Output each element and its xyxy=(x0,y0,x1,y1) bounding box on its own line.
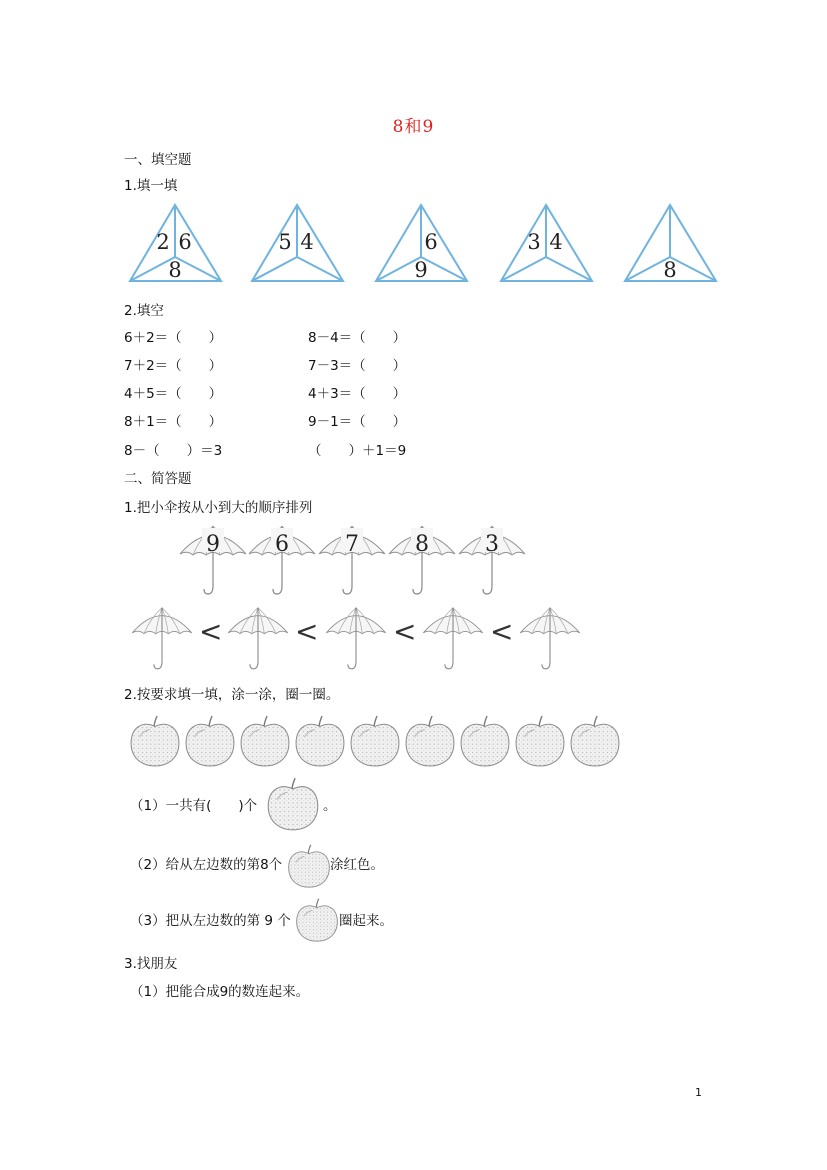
apple-icon[interactable] xyxy=(129,713,181,769)
triangle-right-number[interactable]: 6 xyxy=(424,230,438,254)
apple-icon[interactable] xyxy=(239,713,291,769)
apple-subquestion-1-end: 。 xyxy=(323,798,337,814)
blank-umbrella-icon[interactable] xyxy=(417,604,489,676)
find-friends-subquestion-1: （1）把能合成9的数连起来。 xyxy=(130,984,310,1000)
umbrella-number: 7 xyxy=(345,532,359,557)
apple-subquestion-1[interactable]: （1）一共有( )个 xyxy=(130,798,258,814)
question-find-friends-label: 3.找朋友 xyxy=(124,956,178,972)
equation-1b[interactable]: 8－4＝（ ） xyxy=(308,330,407,346)
number-triangle xyxy=(499,203,595,283)
number-triangle xyxy=(128,203,224,283)
equation-5b[interactable]: （ ）＋1＝9 xyxy=(308,443,407,459)
number-triangle xyxy=(623,203,719,283)
umbrella-number: 6 xyxy=(275,532,289,557)
apple-icon xyxy=(286,843,332,889)
equation-4b[interactable]: 9－1＝（ ） xyxy=(308,414,407,430)
equation-1a[interactable]: 6＋2＝（ ） xyxy=(124,330,223,346)
equation-3b[interactable]: 4＋3＝（ ） xyxy=(308,386,407,402)
equation-2b[interactable]: 7－3＝（ ） xyxy=(308,358,407,374)
apple-subquestion-2-end: 涂红色。 xyxy=(330,857,384,873)
umbrella-number: 8 xyxy=(415,532,429,557)
page-title: 8和9 xyxy=(392,117,435,137)
umbrella-icon xyxy=(457,522,527,602)
blank-umbrella-icon[interactable] xyxy=(126,604,198,676)
apple-subquestion-2: （2）给从左边数的第8个 xyxy=(130,857,283,873)
less-than-sign: < xyxy=(295,615,319,648)
apple-subquestion-3-end: 圈起来。 xyxy=(339,913,393,929)
less-than-sign: < xyxy=(393,615,417,648)
equation-5a[interactable]: 8－（ ）＝3 xyxy=(124,443,223,459)
number-triangle xyxy=(250,203,346,283)
umbrella-icon xyxy=(247,522,317,602)
less-than-sign: < xyxy=(199,615,223,648)
blank-umbrella-icon[interactable] xyxy=(222,604,294,676)
triangle-bottom-number[interactable]: 8 xyxy=(663,258,677,282)
apple-icon[interactable] xyxy=(404,713,456,769)
number-triangle xyxy=(374,203,470,283)
section-heading-short-answer: 二、简答题 xyxy=(124,471,192,487)
triangle-right-number[interactable]: 4 xyxy=(549,230,563,254)
apple-icon[interactable] xyxy=(514,713,566,769)
umbrella-number: 3 xyxy=(485,532,499,557)
question-2-label: 2.填空 xyxy=(124,303,164,319)
page-number: 1 xyxy=(695,1086,702,1099)
section-heading-fill-in: 一、填空题 xyxy=(124,152,192,168)
apple-icon[interactable] xyxy=(294,713,346,769)
triangle-left-number[interactable]: 3 xyxy=(527,230,541,254)
apple-icon[interactable] xyxy=(569,713,621,769)
triangle-bottom-number[interactable]: 9 xyxy=(414,258,428,282)
question-apples-label: 2.按要求填一填，涂一涂，圈一圈。 xyxy=(124,687,340,703)
triangle-right-number[interactable]: 6 xyxy=(178,230,192,254)
equation-3a[interactable]: 4＋5＝（ ） xyxy=(124,386,223,402)
umbrella-icon xyxy=(317,522,387,602)
equation-4a[interactable]: 8＋1＝（ ） xyxy=(124,414,223,430)
umbrella-icon xyxy=(387,522,457,602)
question-1-label: 1.填一填 xyxy=(124,178,178,194)
question-umbrella-label: 1.把小伞按从小到大的顺序排列 xyxy=(124,500,313,516)
triangle-left-number[interactable]: 2 xyxy=(156,230,170,254)
umbrella-number: 9 xyxy=(206,532,220,557)
umbrella-icon xyxy=(178,522,248,602)
apple-icon[interactable] xyxy=(184,713,236,769)
apple-subquestion-3: （3）把从左边数的第 9 个 xyxy=(130,913,291,929)
apple-icon xyxy=(294,897,340,943)
apple-icon[interactable] xyxy=(349,713,401,769)
blank-umbrella-icon[interactable] xyxy=(320,604,392,676)
triangle-left-number[interactable]: 5 xyxy=(278,230,292,254)
equation-2a[interactable]: 7＋2＝（ ） xyxy=(124,358,223,374)
less-than-sign: < xyxy=(490,615,514,648)
triangle-bottom-number[interactable]: 8 xyxy=(168,258,182,282)
triangle-right-number[interactable]: 4 xyxy=(300,230,314,254)
apple-icon xyxy=(266,776,320,832)
apple-icon[interactable] xyxy=(459,713,511,769)
blank-umbrella-icon[interactable] xyxy=(514,604,586,676)
